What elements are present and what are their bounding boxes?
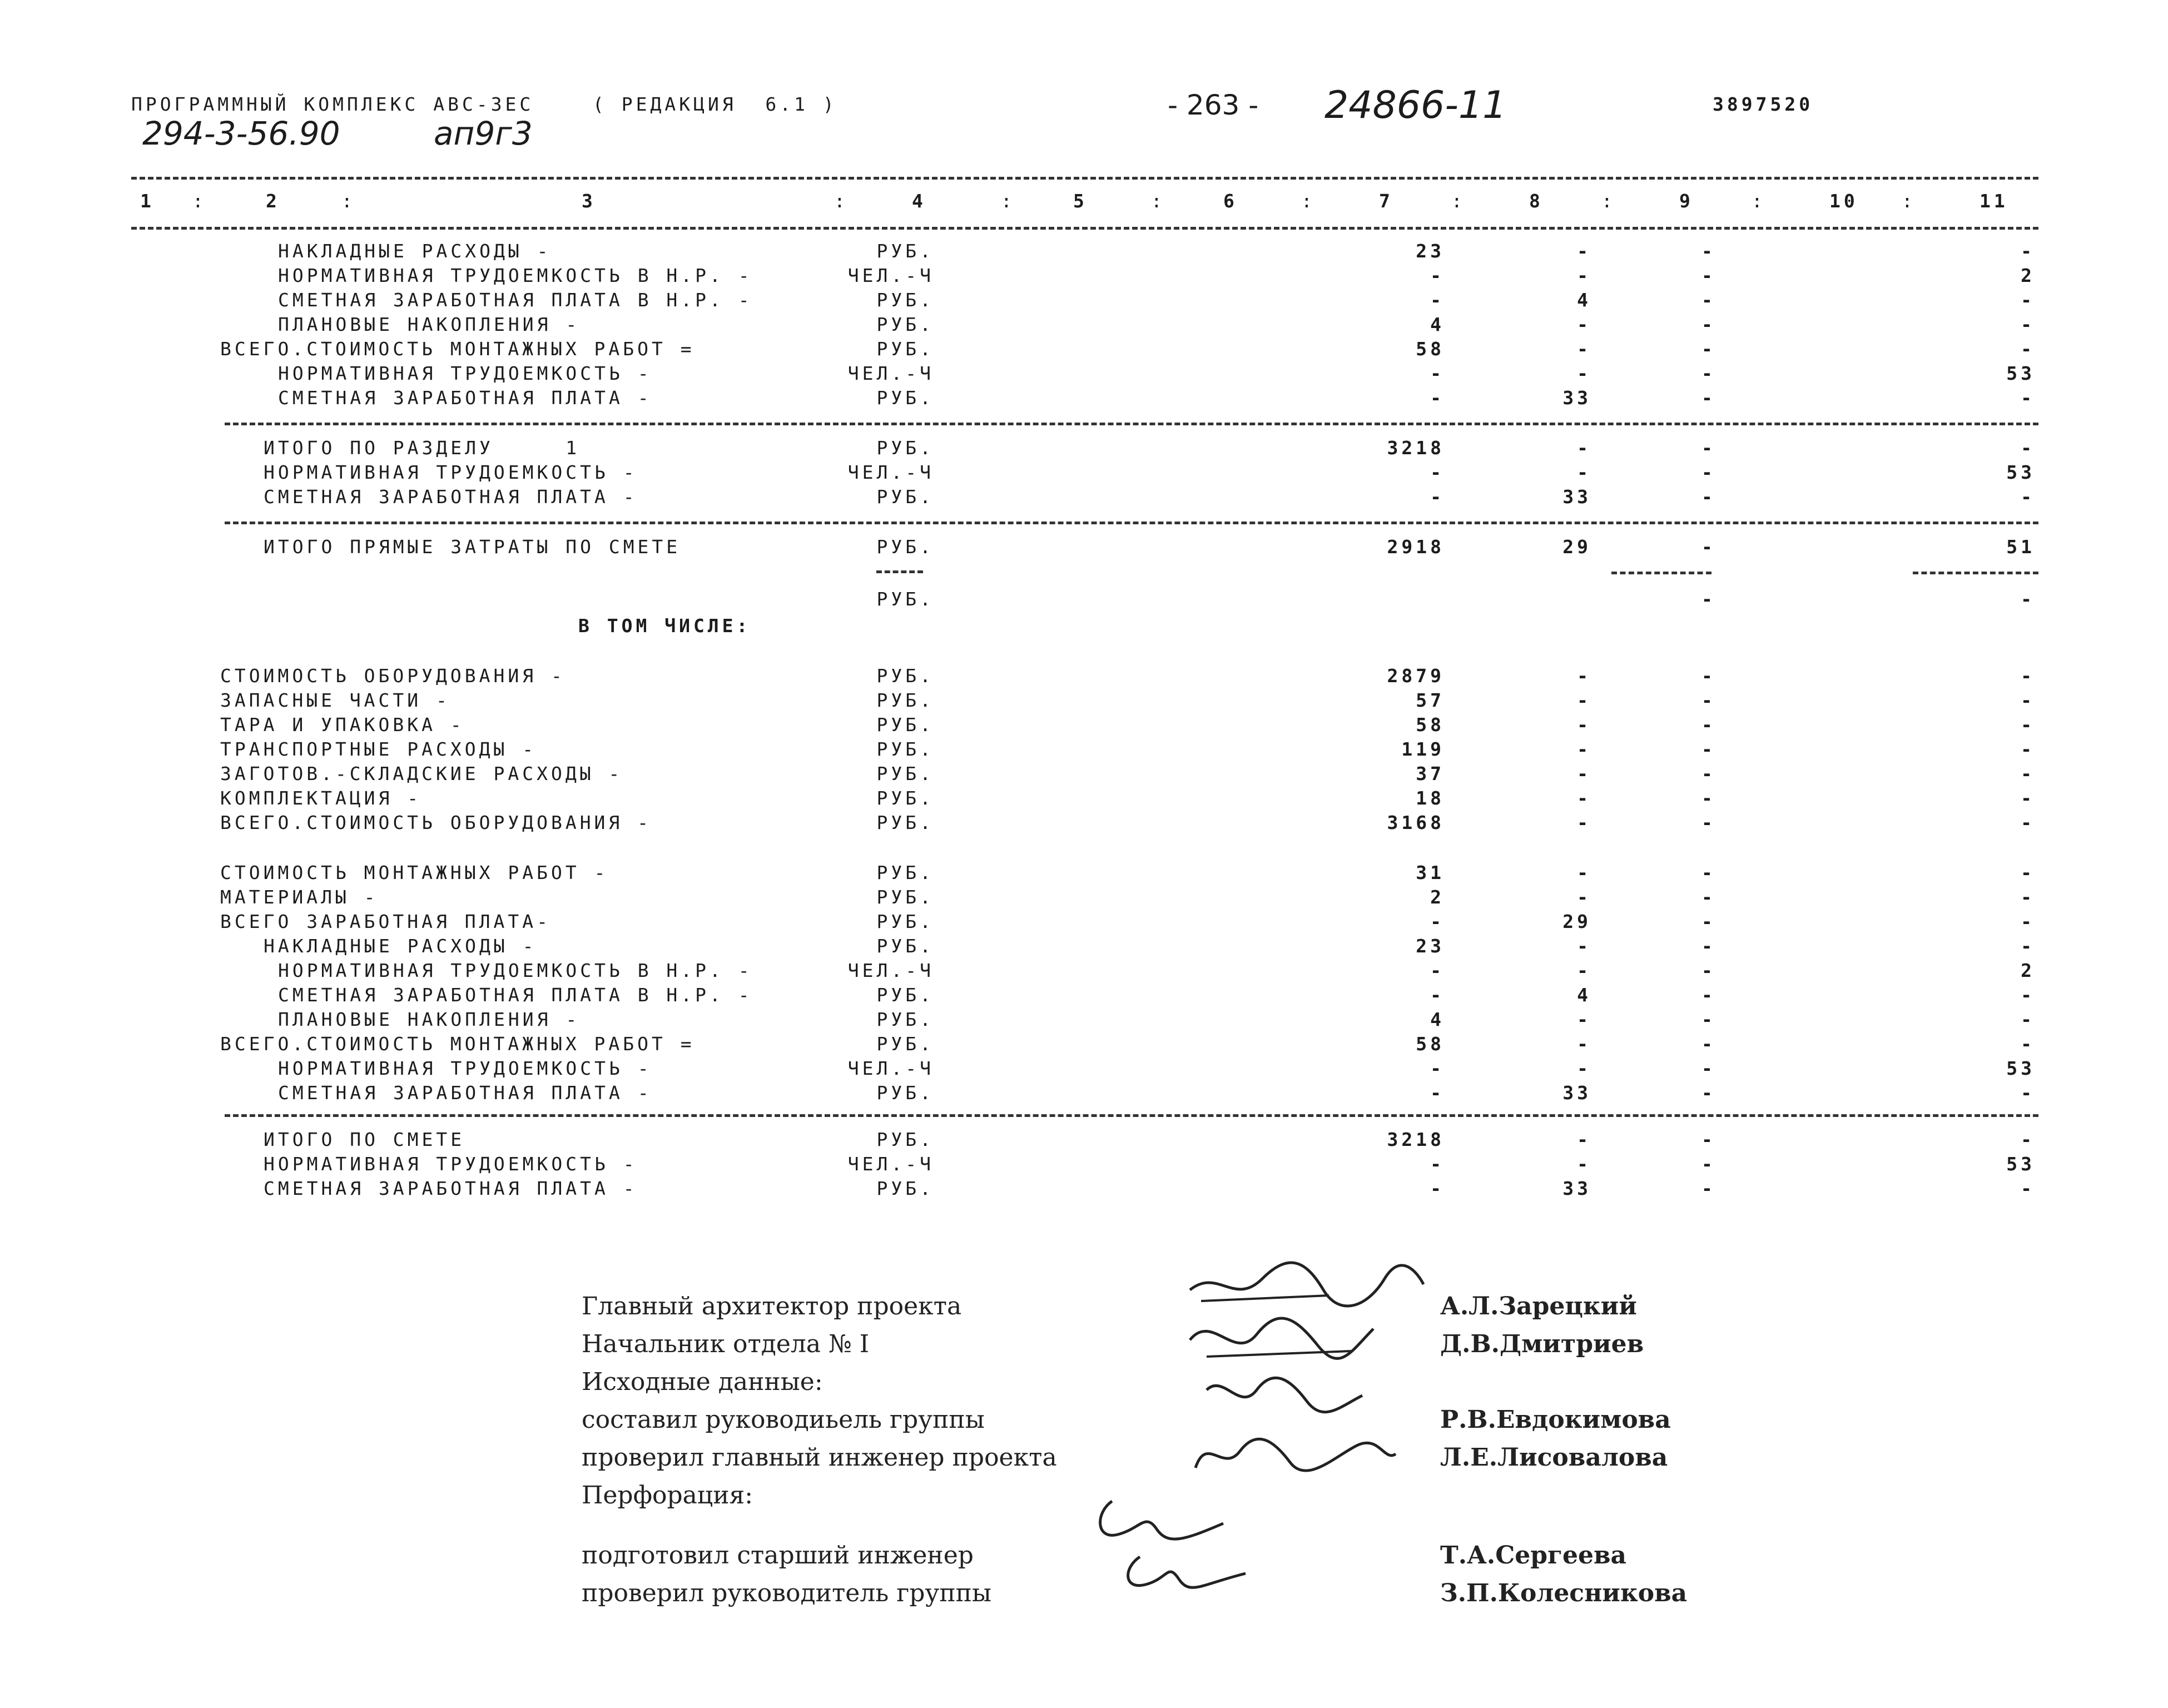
row-label: ТАРА И УПАКОВКА -: [220, 714, 465, 736]
table-row: [0, 763, 2168, 785]
header-bottom-rule: [131, 227, 2038, 230]
row-col9: -: [1701, 486, 1716, 508]
row-col11: -: [2021, 738, 2035, 760]
column-header-4: 4: [912, 190, 926, 212]
section-rule: [1913, 572, 2038, 574]
table-row: [0, 689, 2168, 712]
column-separator: :: [1151, 190, 1165, 212]
table-row: [0, 1009, 2168, 1031]
row-label: ЗАГОТОВ.-СКЛАДСКИЕ РАСХОДЫ -: [220, 763, 623, 785]
row-unit: РУБ.: [876, 1082, 934, 1104]
row-col8: -: [1577, 763, 1591, 785]
row-col11: 53: [2006, 1153, 2035, 1175]
column-header-8: 8: [1529, 190, 1544, 212]
signature-name: Л.Е.Лисовалова: [1440, 1443, 1668, 1472]
row-col11: 2: [2021, 960, 2035, 981]
row-unit: РУБ.: [876, 787, 934, 809]
row-col9: -: [1701, 314, 1716, 335]
row-unit: РУБ.: [876, 911, 934, 932]
row-col7: 58: [1416, 1033, 1445, 1055]
signature-role: Главный архитектор проекта: [582, 1292, 962, 1320]
row-col8: -: [1577, 689, 1591, 711]
row-col11: -: [2021, 862, 2035, 883]
row-label: НОРМАТИВНАЯ ТРУДОЕМКОСТЬ В Н.Р. -: [278, 960, 753, 981]
table-row: [0, 935, 2168, 957]
row-col8: -: [1577, 812, 1591, 833]
table-row: [0, 911, 2168, 933]
program-name: ПРОГРАММНЫЙ КОМПЛЕКС АВС-ЗЕС: [131, 93, 534, 115]
row-col11: -: [2021, 787, 2035, 809]
row-col7: -: [1430, 289, 1445, 311]
row-col7: 23: [1416, 935, 1445, 957]
row-unit: РУБ.: [876, 812, 934, 833]
signature-scribble-4: [1190, 1423, 1401, 1484]
row-col9: -: [1701, 689, 1716, 711]
row-col8: -: [1577, 787, 1591, 809]
row-unit: РУБ.: [876, 387, 934, 409]
row-label: СТОИМОСТЬ МОНТАЖНЫХ РАБОТ -: [220, 862, 609, 883]
row-col9: -: [1701, 265, 1716, 286]
row-label: ТРАНСПОРТНЫЕ РАСХОДЫ -: [220, 738, 537, 760]
row-label: СМЕТНАЯ ЗАРАБОТНАЯ ПЛАТА -: [264, 486, 638, 508]
row-col9: -: [1701, 714, 1716, 736]
column-header-6: 6: [1223, 190, 1238, 212]
signature-scribble-5: [1090, 1490, 1257, 1596]
row-col8: 33: [1562, 486, 1591, 508]
table-row: [0, 289, 2168, 311]
section-rule: [876, 570, 923, 573]
table-row: [0, 437, 2168, 459]
table-row: [0, 615, 2168, 637]
row-unit: РУБ.: [876, 536, 934, 558]
row-col11: -: [2021, 387, 2035, 409]
table-row: [0, 314, 2168, 336]
row-label: СМЕТНАЯ ЗАРАБОТНАЯ ПЛАТА В Н.Р. -: [278, 984, 753, 1006]
row-col9: -: [1701, 935, 1716, 957]
row-unit: ЧЕЛ.-Ч: [847, 1057, 934, 1079]
row-col11: -: [2021, 314, 2035, 335]
row-col8: -: [1577, 960, 1591, 981]
row-label: КОМПЛЕКТАЦИЯ -: [220, 787, 422, 809]
row-label: ВСЕГО ЗАРАБОТНАЯ ПЛАТА-: [220, 911, 551, 932]
signature-scribble-3: [1201, 1368, 1368, 1429]
row-col11: -: [2021, 1129, 2035, 1150]
row-label: ИТОГО ПО СМЕТЕ: [264, 1129, 465, 1150]
row-col7: 4: [1430, 1009, 1445, 1030]
column-separator: :: [341, 190, 356, 212]
row-col9: -: [1701, 461, 1716, 483]
row-col9: -: [1701, 387, 1716, 409]
row-unit: РУБ.: [876, 240, 934, 262]
row-label: В ТОМ ЧИСЛЕ:: [578, 615, 751, 637]
row-col9: -: [1701, 536, 1716, 558]
document-number: 24866-11: [1324, 83, 1507, 127]
row-col11: -: [2021, 289, 2035, 311]
table-row: [0, 665, 2168, 687]
row-col8: -: [1577, 738, 1591, 760]
row-col11: -: [2021, 763, 2035, 785]
signature-name: Д.В.Дмитриев: [1440, 1330, 1644, 1358]
row-col11: -: [2021, 911, 2035, 932]
column-separator: :: [1601, 190, 1616, 212]
row-col9: -: [1701, 886, 1716, 908]
row-col11: 2: [2021, 265, 2035, 286]
row-unit: РУБ.: [876, 1009, 934, 1030]
row-col7: 3218: [1387, 1129, 1445, 1150]
column-header-1: 1: [140, 190, 155, 212]
row-label: ВСЕГО.СТОИМОСТЬ МОНТАЖНЫХ РАБОТ =: [220, 1033, 695, 1055]
edition-label: ( РЕДАКЦИЯ 6.1 ): [593, 93, 837, 115]
signature-name: А.Л.Зарецкий: [1440, 1292, 1637, 1320]
row-label: СМЕТНАЯ ЗАРАБОТНАЯ ПЛАТА -: [264, 1178, 638, 1199]
table-row: [0, 787, 2168, 810]
row-unit: ЧЕЛ.-Ч: [847, 363, 934, 384]
table-row: [0, 363, 2168, 385]
row-unit: РУБ.: [876, 1178, 934, 1199]
row-col9: -: [1701, 1153, 1716, 1175]
signature-role: Начальник отдела № I: [582, 1330, 870, 1358]
row-label: НАКЛАДНЫЕ РАСХОДЫ -: [278, 240, 552, 262]
row-label: НОРМАТИВНАЯ ТРУДОЕМКОСТЬ -: [278, 1057, 652, 1079]
row-col9: -: [1701, 862, 1716, 883]
row-col9: -: [1701, 240, 1716, 262]
row-label: ВСЕГО.СТОИМОСТЬ ОБОРУДОВАНИЯ -: [220, 812, 652, 833]
row-col8: -: [1577, 1057, 1591, 1079]
row-label: СТОИМОСТЬ ОБОРУДОВАНИЯ -: [220, 665, 565, 687]
row-col9: -: [1701, 787, 1716, 809]
row-unit: ЧЕЛ.-Ч: [847, 960, 934, 981]
row-col11: -: [2021, 1033, 2035, 1055]
row-col9: -: [1701, 1178, 1716, 1199]
table-row: [0, 714, 2168, 736]
signature-role: подготовил старший инженер: [582, 1541, 974, 1570]
row-col11: 53: [2006, 1057, 2035, 1079]
row-col9: -: [1701, 738, 1716, 760]
row-col8: -: [1577, 665, 1591, 687]
column-separator: :: [834, 190, 849, 212]
row-col8: -: [1577, 1153, 1591, 1175]
row-label: ИТОГО ПО РАЗДЕЛУ 1: [264, 437, 581, 459]
signature-scribble-2: [1184, 1307, 1385, 1368]
handwritten-appendix: ап9г3: [434, 115, 533, 152]
row-col9: -: [1701, 289, 1716, 311]
row-col11: -: [2021, 437, 2035, 459]
row-col7: -: [1430, 1057, 1445, 1079]
row-col8: -: [1577, 1033, 1591, 1055]
column-header-11: 11: [1980, 190, 2008, 212]
row-col8: 29: [1562, 536, 1591, 558]
signature-role: проверил руководитель группы: [582, 1579, 991, 1607]
table-top-rule: [131, 177, 2038, 180]
table-row: [0, 984, 2168, 1006]
table-row: [0, 486, 2168, 508]
row-col8: -: [1577, 240, 1591, 262]
page-number: - 263 -: [1168, 89, 1259, 121]
row-col9: -: [1701, 984, 1716, 1006]
signature-role: Исходные данные:: [582, 1368, 823, 1396]
row-label: ЗАПАСНЫЕ ЧАСТИ -: [220, 689, 450, 711]
row-label: НОРМАТИВНАЯ ТРУДОЕМКОСТЬ -: [264, 461, 638, 483]
row-unit: ЧЕЛ.-Ч: [847, 265, 934, 286]
row-col8: -: [1577, 935, 1591, 957]
row-col9: -: [1701, 363, 1716, 384]
table-row: [0, 588, 2168, 610]
row-col7: 119: [1401, 738, 1445, 760]
row-label: НОРМАТИВНАЯ ТРУДОЕМКОСТЬ В Н.Р. -: [278, 265, 753, 286]
row-col7: 23: [1416, 240, 1445, 262]
column-separator: :: [192, 190, 207, 212]
section-rule: [225, 522, 2038, 524]
row-col7: 2918: [1387, 536, 1445, 558]
section-rule: [225, 423, 2038, 425]
row-col7: 37: [1416, 763, 1445, 785]
row-col9: -: [1701, 1009, 1716, 1030]
column-header-2: 2: [266, 190, 280, 212]
row-col8: -: [1577, 1009, 1591, 1030]
row-col9: -: [1701, 1033, 1716, 1055]
row-label: НОРМАТИВНАЯ ТРУДОЕМКОСТЬ -: [278, 363, 652, 384]
row-unit: РУБ.: [876, 289, 934, 311]
row-col7: 3218: [1387, 437, 1445, 459]
row-col8: 33: [1562, 1082, 1591, 1104]
signature-role: составил руководиьель группы: [582, 1406, 985, 1434]
row-col11: -: [2021, 338, 2035, 360]
row-col8: 33: [1562, 387, 1591, 409]
row-col8: -: [1577, 714, 1591, 736]
row-col9: -: [1701, 960, 1716, 981]
row-col8: -: [1577, 886, 1591, 908]
row-col9: -: [1701, 338, 1716, 360]
row-col7: -: [1430, 461, 1445, 483]
row-unit: РУБ.: [876, 886, 934, 908]
table-row: [0, 1129, 2168, 1151]
row-col7: 58: [1416, 714, 1445, 736]
row-col9: -: [1701, 588, 1716, 610]
row-unit: РУБ.: [876, 935, 934, 957]
row-col9: -: [1701, 1082, 1716, 1104]
row-label: СМЕТНАЯ ЗАРАБОТНАЯ ПЛАТА В Н.Р. -: [278, 289, 753, 311]
row-col11: -: [2021, 486, 2035, 508]
row-unit: РУБ.: [876, 314, 934, 335]
section-rule: [1611, 572, 1711, 574]
row-col11: -: [2021, 714, 2035, 736]
row-unit: РУБ.: [876, 588, 934, 610]
row-col11: -: [2021, 984, 2035, 1006]
row-label: ИТОГО ПРЯМЫЕ ЗАТРАТЫ ПО СМЕТЕ: [264, 536, 681, 558]
signature-role: Перфорация:: [582, 1481, 753, 1510]
row-col11: -: [2021, 812, 2035, 833]
row-col9: -: [1701, 437, 1716, 459]
row-col7: -: [1430, 486, 1445, 508]
table-row: [0, 387, 2168, 409]
row-col7: -: [1430, 960, 1445, 981]
column-header-5: 5: [1073, 190, 1088, 212]
handwritten-reference: 294-3-56.90: [142, 115, 340, 152]
row-unit: ЧЕЛ.-Ч: [847, 1153, 934, 1175]
row-col8: -: [1577, 437, 1591, 459]
table-row: [0, 812, 2168, 834]
row-col11: -: [2021, 1009, 2035, 1030]
section-rule: [225, 1114, 2038, 1117]
row-unit: РУБ.: [876, 338, 934, 360]
row-col7: -: [1430, 265, 1445, 286]
row-unit: РУБ.: [876, 738, 934, 760]
column-header-7: 7: [1379, 190, 1393, 212]
row-col7: -: [1430, 387, 1445, 409]
table-row: [0, 461, 2168, 484]
table-row: [0, 1057, 2168, 1080]
column-header-10: 10: [1829, 190, 1858, 212]
table-row: [0, 1033, 2168, 1055]
row-label: НОРМАТИВНАЯ ТРУДОЕМКОСТЬ -: [264, 1153, 638, 1175]
row-col8: -: [1577, 1129, 1591, 1150]
row-label: СМЕТНАЯ ЗАРАБОТНАЯ ПЛАТА -: [278, 387, 652, 409]
row-unit: ЧЕЛ.-Ч: [847, 461, 934, 483]
row-col8: -: [1577, 265, 1591, 286]
row-col11: 51: [2006, 536, 2035, 558]
row-col11: -: [2021, 665, 2035, 687]
row-col11: -: [2021, 689, 2035, 711]
row-unit: РУБ.: [876, 1129, 934, 1150]
row-col7: -: [1430, 911, 1445, 932]
row-unit: РУБ.: [876, 862, 934, 883]
row-col9: -: [1701, 763, 1716, 785]
row-label: ПЛАНОВЫЕ НАКОПЛЕНИЯ -: [278, 1009, 581, 1030]
row-col11: -: [2021, 886, 2035, 908]
row-unit: РУБ.: [876, 984, 934, 1006]
row-col7: 58: [1416, 338, 1445, 360]
row-unit: РУБ.: [876, 714, 934, 736]
row-col7: 2: [1430, 886, 1445, 908]
table-row: [0, 862, 2168, 884]
row-unit: РУБ.: [876, 763, 934, 785]
row-col7: -: [1430, 1178, 1445, 1199]
row-col9: -: [1701, 1129, 1716, 1150]
row-col7: 31: [1416, 862, 1445, 883]
row-unit: РУБ.: [876, 486, 934, 508]
row-col9: -: [1701, 812, 1716, 833]
column-separator: :: [1001, 190, 1015, 212]
table-row: [0, 960, 2168, 982]
row-col9: -: [1701, 1057, 1716, 1079]
row-col8: -: [1577, 338, 1591, 360]
row-col11: -: [2021, 935, 2035, 957]
row-col7: 3168: [1387, 812, 1445, 833]
row-col9: -: [1701, 911, 1716, 932]
column-header-3: 3: [582, 190, 596, 212]
table-row: [0, 886, 2168, 908]
row-col8: 4: [1577, 984, 1591, 1006]
row-col8: -: [1577, 862, 1591, 883]
table-row: [0, 738, 2168, 761]
row-col8: 4: [1577, 289, 1591, 311]
row-col8: -: [1577, 363, 1591, 384]
row-col11: -: [2021, 240, 2035, 262]
table-row: [0, 1178, 2168, 1200]
row-col8: -: [1577, 314, 1591, 335]
row-label: НАКЛАДНЫЕ РАСХОДЫ -: [264, 935, 537, 957]
row-label: СМЕТНАЯ ЗАРАБОТНАЯ ПЛАТА -: [278, 1082, 652, 1104]
row-label: ВСЕГО.СТОИМОСТЬ МОНТАЖНЫХ РАБОТ =: [220, 338, 695, 360]
signature-name: Р.В.Евдокимова: [1440, 1406, 1671, 1434]
signature-role: проверил главный инженер проекта: [582, 1443, 1057, 1472]
column-separator: :: [1902, 190, 1916, 212]
row-col7: -: [1430, 363, 1445, 384]
row-unit: РУБ.: [876, 1033, 934, 1055]
table-row: [0, 240, 2168, 262]
table-row: [0, 536, 2168, 558]
row-label: ПЛАНОВЫЕ НАКОПЛЕНИЯ -: [278, 314, 581, 335]
row-label: МАТЕРИАЛЫ -: [220, 886, 379, 908]
column-separator: :: [1451, 190, 1466, 212]
table-row: [0, 265, 2168, 287]
row-unit: РУБ.: [876, 437, 934, 459]
column-separator: :: [1752, 190, 1766, 212]
signature-name: Т.А.Сергеева: [1440, 1541, 1627, 1570]
row-col9: -: [1701, 665, 1716, 687]
row-col7: 2879: [1387, 665, 1445, 687]
table-row: [0, 338, 2168, 360]
row-col7: 4: [1430, 314, 1445, 335]
row-col11: -: [2021, 1082, 2035, 1104]
signature-name: З.П.Колесникова: [1440, 1579, 1688, 1607]
row-col8: 29: [1562, 911, 1591, 932]
table-row: [0, 1082, 2168, 1104]
column-header-9: 9: [1679, 190, 1694, 212]
row-col7: 57: [1416, 689, 1445, 711]
row-col7: -: [1430, 1082, 1445, 1104]
row-col11: -: [2021, 1178, 2035, 1199]
row-col7: -: [1430, 1153, 1445, 1175]
row-unit: РУБ.: [876, 689, 934, 711]
row-unit: РУБ.: [876, 665, 934, 687]
row-col8: -: [1577, 461, 1591, 483]
row-col7: 18: [1416, 787, 1445, 809]
row-col11: -: [2021, 588, 2035, 610]
row-col11: 53: [2006, 363, 2035, 384]
document-code: 3897520: [1713, 93, 1814, 115]
row-col8: 33: [1562, 1178, 1591, 1199]
table-row: [0, 1153, 2168, 1175]
row-col7: -: [1430, 984, 1445, 1006]
row-col11: 53: [2006, 461, 2035, 483]
column-separator: :: [1301, 190, 1316, 212]
